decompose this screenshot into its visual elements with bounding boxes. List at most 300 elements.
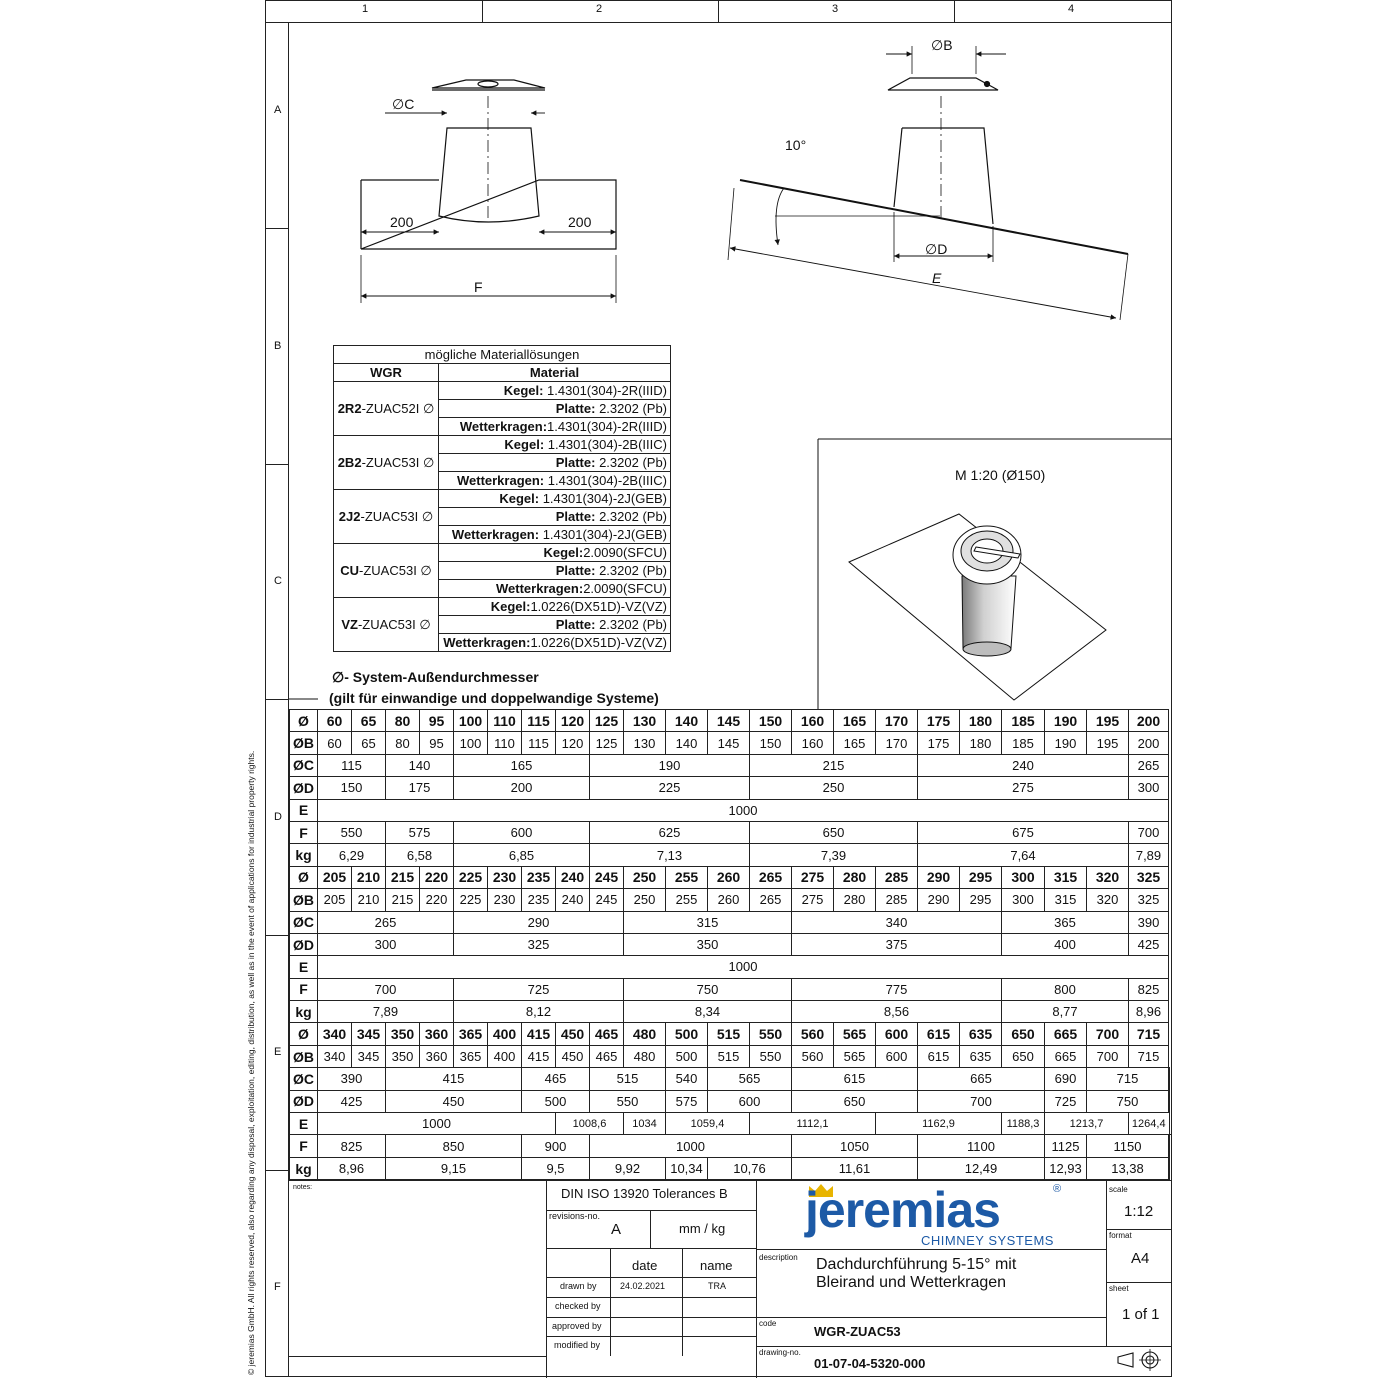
dim-cell: 400	[488, 1023, 522, 1045]
dim-cell: 515	[590, 1068, 666, 1090]
dim-cell: 425	[1129, 933, 1169, 955]
divider	[1106, 1229, 1172, 1230]
iso-scale-caption: M 1:20 (Ø150)	[955, 467, 1046, 483]
dim-cell: 700	[1129, 821, 1169, 843]
isometric-model	[849, 514, 1106, 700]
scale-value: 1:12	[1124, 1203, 1154, 1220]
notes-label: notes:	[293, 1184, 313, 1191]
dim-cell: 1264,4	[1129, 1113, 1170, 1135]
dim-cell: 515	[708, 1023, 750, 1045]
dim-cell: 560	[792, 1045, 834, 1067]
dim-cell: 1188,3	[1002, 1113, 1045, 1135]
dim-cell: 615	[792, 1068, 918, 1090]
divider	[756, 1249, 1106, 1250]
col-header-wgr: WGR	[334, 364, 439, 382]
dim-row-label: ØD	[290, 933, 318, 955]
brand-subtitle: CHIMNEY SYSTEMS	[921, 1233, 1054, 1248]
dim-cell: 600	[454, 821, 590, 843]
dim-row-label: E	[290, 1113, 318, 1135]
dim-cell: 350	[624, 933, 792, 955]
dim-cell: 195	[1087, 710, 1129, 732]
dim-cell: 450	[386, 1090, 522, 1112]
dim-cell: 315	[1045, 866, 1087, 888]
dim-cell: 8,34	[624, 1001, 792, 1023]
dim-cell: 180	[960, 710, 1002, 732]
dim-cell: 110	[488, 732, 522, 754]
dim-cell: 6,58	[386, 844, 454, 866]
dim-cell: 1150	[1087, 1135, 1169, 1157]
dim-cell: 285	[876, 889, 918, 911]
dim-cell: 300	[1129, 777, 1169, 799]
material-spec: Kegel:2.0090(SFCU)	[439, 544, 671, 562]
divider	[546, 1297, 756, 1298]
dim-cell: 365	[454, 1045, 488, 1067]
revision-value: A	[611, 1221, 622, 1238]
dim-cell: 550	[750, 1045, 792, 1067]
dim-cell: 565	[834, 1045, 876, 1067]
dim-cell: 715	[1129, 1023, 1169, 1045]
scale-label: scale	[1109, 1185, 1128, 1194]
drawing-no-value: 01-07-04-5320-000	[814, 1356, 926, 1371]
material-row	[334, 436, 671, 454]
dim-row-oc	[290, 911, 1170, 933]
wgr-code: CU-ZUAC53I ∅	[334, 544, 439, 598]
drawing-no-label: drawing-no.	[759, 1348, 801, 1357]
system-type-note: (gilt für einwandige und doppelwandige Systeme)	[329, 690, 659, 706]
dim-cell: 120	[556, 710, 590, 732]
dim-row-e	[290, 799, 1170, 821]
dim-cell: 635	[960, 1023, 1002, 1045]
divider	[546, 1277, 756, 1278]
dim-cell: 550	[318, 821, 386, 843]
dim-cell: 125	[590, 732, 624, 754]
dim-cell: 190	[1045, 710, 1087, 732]
dim-cell: 465	[522, 1068, 590, 1090]
dim-cell: 255	[666, 889, 708, 911]
dim-cell: 160	[792, 732, 834, 754]
divider	[289, 1356, 546, 1357]
dim-cell: 60	[318, 710, 352, 732]
description-line-1: Dachdurchführung 5-15° mit	[816, 1256, 1017, 1273]
dim-cell: 575	[386, 821, 454, 843]
dim-cell: 9,15	[386, 1157, 522, 1179]
dim-cell: 1125	[1045, 1135, 1087, 1157]
dim-cell: 11,61	[792, 1157, 918, 1179]
dim-cell: 205	[318, 889, 352, 911]
divider	[546, 1336, 756, 1337]
divider	[756, 1181, 757, 1378]
dim-row-ob	[290, 889, 1170, 911]
material-caption-row	[334, 346, 671, 364]
dim-row-label: Ø	[290, 710, 318, 732]
dim-cell: 300	[1002, 866, 1045, 888]
dim-200-left: 200	[390, 214, 414, 230]
dim-cell: 320	[1087, 889, 1129, 911]
dim-cell: 390	[1129, 911, 1169, 933]
dim-cell: 10,76	[708, 1157, 792, 1179]
dim-cell: 1112,1	[750, 1113, 876, 1135]
dim-row-f	[290, 978, 1170, 1000]
dim-cell: 825	[1129, 978, 1169, 1000]
dim-cell: 230	[488, 889, 522, 911]
dim-cell: 140	[666, 710, 708, 732]
dim-cell: 180	[960, 732, 1002, 754]
dim-cell	[1169, 1090, 1170, 1112]
dim-row-label: Ø	[290, 1023, 318, 1045]
dim-b-label: ∅B	[931, 37, 953, 53]
dim-cell: 1000	[590, 1135, 792, 1157]
sheet-label: sheet	[1109, 1284, 1129, 1293]
dim-cell: 295	[960, 889, 1002, 911]
dim-cell: 1034	[624, 1113, 666, 1135]
dim-cell: 700	[1087, 1045, 1129, 1067]
dim-cell: 95	[420, 732, 454, 754]
dim-cell: 255	[666, 866, 708, 888]
dim-cell: 235	[522, 889, 556, 911]
side-view	[728, 46, 1128, 320]
dim-cell: 240	[918, 754, 1129, 776]
dim-cell: 515	[708, 1045, 750, 1067]
description-line-2: Bleirand und Wetterkragen	[816, 1274, 1007, 1291]
dim-row-label: E	[290, 956, 318, 978]
material-header-row	[334, 364, 671, 382]
dim-cell: 80	[386, 710, 420, 732]
dim-cell: 360	[420, 1045, 454, 1067]
dim-cell: 400	[1002, 933, 1129, 955]
dim-cell: 260	[708, 866, 750, 888]
dim-f-label: F	[474, 279, 483, 295]
dim-cell: 345	[352, 1045, 386, 1067]
row-label: C	[274, 575, 282, 587]
dim-cell: 65	[352, 732, 386, 754]
column-label: 2	[596, 3, 603, 15]
dim-cell: 315	[1045, 889, 1087, 911]
brand-logo	[769, 1181, 1099, 1251]
angle-label: 10°	[785, 137, 807, 153]
dim-cell: 115	[522, 732, 556, 754]
dim-cell: 140	[386, 754, 454, 776]
dim-cell: 575	[666, 1090, 708, 1112]
dim-cell: 215	[386, 889, 420, 911]
dim-row-label: ØB	[290, 1045, 318, 1067]
format-value: A4	[1131, 1250, 1150, 1267]
material-spec: Kegel: 1.4301(304)-2R(IIID)	[439, 382, 671, 400]
format-label: format	[1109, 1231, 1132, 1240]
drawn-date: 24.02.2021	[620, 1281, 666, 1291]
dim-cell: 1050	[792, 1135, 918, 1157]
dim-cell: 195	[1087, 732, 1129, 754]
dim-cell: 725	[1045, 1090, 1087, 1112]
dim-200-right: 200	[568, 214, 592, 230]
front-view	[361, 80, 616, 303]
dim-cell: 245	[590, 889, 624, 911]
dim-cell: 635	[960, 1045, 1002, 1067]
dim-cell: 415	[522, 1045, 556, 1067]
dim-cell: 8,56	[792, 1001, 1002, 1023]
dim-row-label: F	[290, 821, 318, 843]
row-label: E	[274, 1046, 282, 1058]
column-label: 1	[362, 3, 369, 15]
divider	[650, 1210, 651, 1248]
dim-cell: 1100	[918, 1135, 1045, 1157]
dim-cell: 775	[792, 978, 1002, 1000]
dim-row-label: ØB	[290, 732, 318, 754]
dim-row-o	[290, 866, 1170, 888]
dim-cell: 225	[590, 777, 750, 799]
dim-c-label: ∅C	[392, 96, 415, 112]
dim-row-label: F	[290, 1135, 318, 1157]
dim-cell: 150	[750, 732, 792, 754]
material-spec: Platte: 2.3202 (Pb)	[439, 508, 671, 526]
dim-cell: 6,29	[318, 844, 386, 866]
dim-cell: 200	[1129, 732, 1169, 754]
dim-cell: 1008,6	[556, 1113, 624, 1135]
dim-cell: 190	[590, 754, 750, 776]
dim-cell: 7,89	[318, 1001, 454, 1023]
dim-cell: 750	[1087, 1090, 1169, 1112]
sheet-value: 1 of 1	[1122, 1306, 1160, 1323]
dim-cell: 130	[624, 710, 666, 732]
dim-cell: 415	[386, 1068, 522, 1090]
dim-cell: 665	[918, 1068, 1045, 1090]
dim-cell: 550	[590, 1090, 666, 1112]
dim-cell: 240	[556, 889, 590, 911]
dim-row-kg	[290, 844, 1170, 866]
wgr-code: 2R2-ZUAC52I ∅	[334, 382, 439, 436]
dim-cell: 230	[488, 866, 522, 888]
dim-cell: 265	[750, 866, 792, 888]
dim-cell: 565	[834, 1023, 876, 1045]
modified-by-label: modified by	[554, 1340, 601, 1350]
dim-cell: 12,93	[1045, 1157, 1087, 1179]
dim-cell: 9,92	[590, 1157, 666, 1179]
dim-cell: 900	[522, 1135, 590, 1157]
checked-by-label: checked by	[555, 1301, 601, 1311]
dim-cell: 600	[708, 1090, 792, 1112]
dim-cell: 100	[454, 732, 488, 754]
dim-cell: 415	[522, 1023, 556, 1045]
dim-cell: 365	[454, 1023, 488, 1045]
dim-cell: 13,38	[1087, 1157, 1169, 1179]
dim-cell: 365	[1002, 911, 1129, 933]
dim-cell: 265	[750, 889, 792, 911]
dim-cell: 700	[918, 1090, 1045, 1112]
dim-cell: 275	[792, 866, 834, 888]
dim-cell: 175	[918, 710, 960, 732]
dim-row-ob	[290, 1045, 1170, 1067]
dim-cell: 675	[918, 821, 1129, 843]
dim-cell: 170	[876, 732, 918, 754]
dim-cell: 350	[386, 1045, 420, 1067]
brand-name: jeremias	[805, 1182, 1000, 1238]
dim-cell: 340	[318, 1023, 352, 1045]
dim-cell: 200	[1129, 710, 1169, 732]
dim-cell: 1162,9	[876, 1113, 1002, 1135]
dim-cell: 7,39	[750, 844, 918, 866]
row-label: F	[274, 1281, 281, 1293]
weather-collar	[888, 78, 998, 90]
dim-cell: 8,77	[1002, 1001, 1129, 1023]
dim-cell: 225	[454, 866, 488, 888]
dim-row-label: ØC	[290, 1068, 318, 1090]
dim-cell: 60	[318, 732, 352, 754]
material-spec: Platte: 2.3202 (Pb)	[439, 562, 671, 580]
dim-cell: 560	[792, 1023, 834, 1045]
dim-row-label: ØC	[290, 754, 318, 776]
dim-row-e	[290, 1113, 1170, 1135]
dim-cell: 650	[1002, 1045, 1045, 1067]
dim-row-label: ØD	[290, 777, 318, 799]
dim-row-label: kg	[290, 1157, 318, 1179]
dim-cell: 235	[522, 866, 556, 888]
dim-cell: 10,34	[666, 1157, 708, 1179]
dim-cell: 465	[590, 1023, 624, 1045]
dim-cell: 115	[318, 754, 386, 776]
dim-cell: 650	[750, 821, 918, 843]
dim-cell: 285	[876, 866, 918, 888]
dim-cell: 185	[1002, 732, 1045, 754]
dim-cell: 210	[352, 866, 386, 888]
divider	[756, 1317, 1106, 1318]
registered-mark: ®	[1053, 1183, 1062, 1195]
material-table	[333, 345, 671, 652]
dim-cell: 150	[750, 710, 792, 732]
dim-cell: 315	[624, 911, 792, 933]
dim-cell: 130	[624, 732, 666, 754]
dim-cell: 210	[352, 889, 386, 911]
dim-cell: 165	[834, 732, 876, 754]
divider	[682, 1248, 683, 1356]
dim-row-label: F	[290, 978, 318, 1000]
dim-e-label: E	[932, 270, 942, 286]
dim-cell: 7,89	[1129, 844, 1169, 866]
name-header: name	[700, 1258, 733, 1273]
material-spec: Platte: 2.3202 (Pb)	[439, 454, 671, 472]
dim-cell: 615	[918, 1023, 960, 1045]
dim-cell: 600	[876, 1045, 918, 1067]
revisions-label: revisions-no.	[549, 1211, 601, 1221]
dim-cell: 80	[386, 732, 420, 754]
description-label: description	[759, 1253, 798, 1262]
divider	[610, 1248, 611, 1356]
code-value: WGR-ZUAC53	[814, 1324, 901, 1339]
dim-cell: 8,12	[454, 1001, 624, 1023]
dim-cell: 145	[708, 710, 750, 732]
dim-row-label: kg	[290, 1001, 318, 1023]
dim-row-label: E	[290, 799, 318, 821]
dim-cell: 300	[1002, 889, 1045, 911]
dim-cell: 95	[420, 710, 454, 732]
dimension-table	[289, 709, 1170, 1180]
dim-cell: 245	[590, 866, 624, 888]
dim-cell: 8,96	[1129, 1001, 1169, 1023]
dim-row-oc	[290, 1068, 1170, 1090]
dim-cell: 280	[834, 889, 876, 911]
cone	[894, 128, 993, 224]
wgr-code: VZ-ZUAC53I ∅	[334, 598, 439, 652]
divider	[756, 1346, 1172, 1347]
dim-cell: 325	[454, 933, 624, 955]
dim-cell	[1169, 1135, 1170, 1157]
material-spec: Platte: 2.3202 (Pb)	[439, 400, 671, 418]
copyright-notice: © jeremias GmbH. All rights reserved, also regarding any disposal, exploitation, editing, distribution, as well as in the event of applications for industrial property rights.	[246, 750, 256, 1375]
material-row	[334, 598, 671, 616]
dim-cell: 390	[318, 1068, 386, 1090]
dim-cell: 340	[318, 1045, 352, 1067]
row-label: B	[274, 340, 282, 352]
approved-by-label: approved by	[552, 1321, 602, 1331]
row-divider	[265, 1170, 289, 1171]
material-caption: mögliche Materiallösungen	[334, 346, 671, 364]
dim-cell: 170	[876, 710, 918, 732]
dim-cell: 265	[1129, 754, 1169, 776]
dim-cell: 500	[666, 1023, 708, 1045]
dim-row-kg	[290, 1001, 1170, 1023]
dim-cell: 700	[1087, 1023, 1129, 1045]
dim-cell: 550	[750, 1023, 792, 1045]
dim-cell: 650	[792, 1090, 918, 1112]
dim-cell	[1169, 1157, 1170, 1179]
dim-row-od	[290, 1090, 1170, 1112]
dim-cell: 325	[1129, 866, 1169, 888]
dim-row-ob	[290, 732, 1170, 754]
material-spec: Wetterkragen: 1.4301(304)-2J(GEB)	[439, 526, 671, 544]
dim-cell	[1169, 1068, 1170, 1090]
dim-cell: 565	[708, 1068, 792, 1090]
title-block	[289, 1180, 1172, 1377]
dim-cell: 215	[750, 754, 918, 776]
dim-cell: 215	[386, 866, 420, 888]
wgr-code: 2J2-ZUAC53I ∅	[334, 490, 439, 544]
dim-cell: 750	[624, 978, 792, 1000]
dim-cell: 290	[918, 866, 960, 888]
dim-cell: 100	[454, 710, 488, 732]
dim-cell: 500	[522, 1090, 590, 1112]
dim-cell: 205	[318, 866, 352, 888]
dim-cell: 540	[666, 1068, 708, 1090]
dim-cell: 715	[1129, 1045, 1169, 1067]
units-value: mm / kg	[679, 1221, 726, 1236]
dim-row-o	[290, 710, 1170, 732]
system-diameter-note: ∅- System-Außendurchmesser	[332, 669, 539, 685]
material-spec: Wetterkragen:2.0090(SFCU)	[439, 580, 671, 598]
dim-cell: 480	[624, 1045, 666, 1067]
dim-cell: 160	[792, 710, 834, 732]
dim-cell: 190	[1045, 732, 1087, 754]
dim-cell: 165	[834, 710, 876, 732]
dim-cell: 465	[590, 1045, 624, 1067]
dim-cell: 225	[454, 889, 488, 911]
dim-cell: 690	[1045, 1068, 1087, 1090]
dim-row-label: Ø	[290, 866, 318, 888]
material-spec: Wetterkragen: 1.4301(304)-2B(IIIC)	[439, 472, 671, 490]
dim-cell: 250	[624, 866, 666, 888]
divider	[1106, 1181, 1107, 1347]
col-header-material: Material	[439, 364, 671, 382]
material-spec: Wetterkragen:1.0226(DX51D)-VZ(VZ)	[439, 634, 671, 652]
dim-cell: 185	[1002, 710, 1045, 732]
dim-cell: 8,96	[318, 1157, 386, 1179]
dim-cell: 375	[792, 933, 1002, 955]
dim-cell: 700	[318, 978, 454, 1000]
dim-cell: 12,49	[918, 1157, 1045, 1179]
divider	[546, 1317, 756, 1318]
dim-cell: 125	[590, 710, 624, 732]
dim-cell: 400	[488, 1045, 522, 1067]
material-row	[334, 490, 671, 508]
dim-cell: 175	[918, 732, 960, 754]
dim-cell: 140	[666, 732, 708, 754]
